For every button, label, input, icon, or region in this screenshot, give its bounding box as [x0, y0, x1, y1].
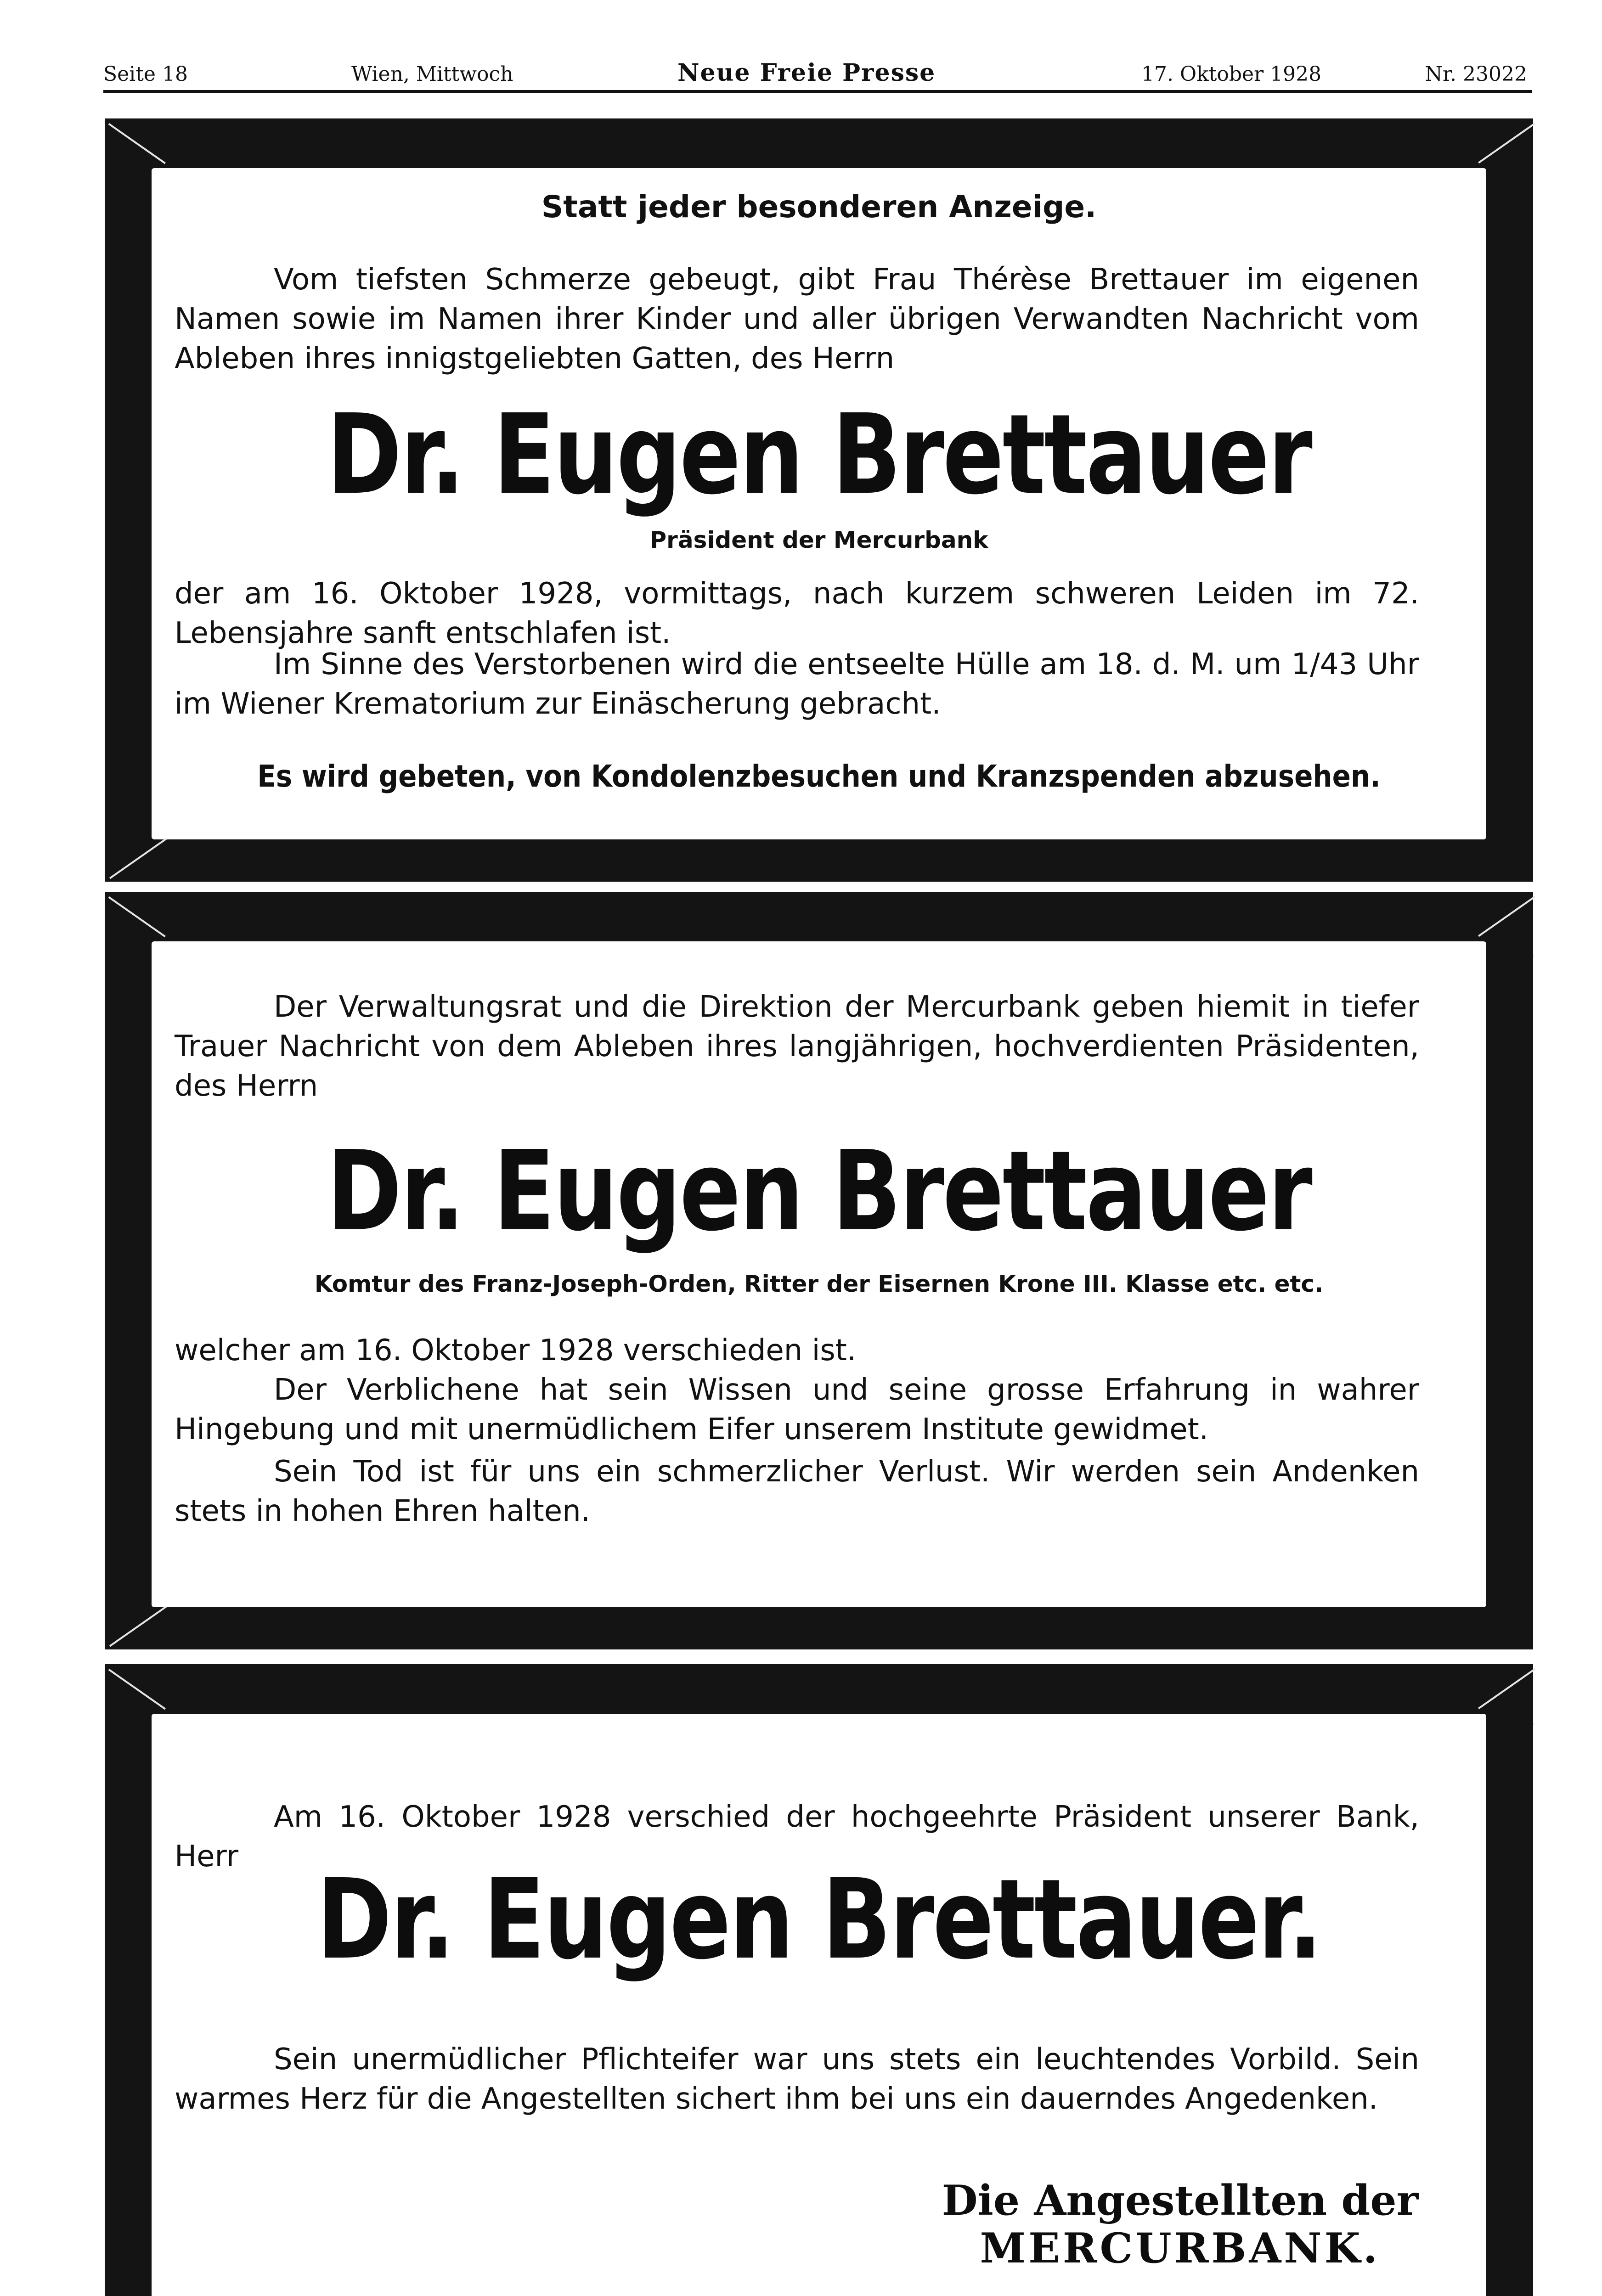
notice3-paragraph1: Am 16. Oktober 1928 verschied der hochgeehrte Präsident unserer Bank, Herr [175, 1800, 1419, 1874]
frame-corner-ornament [1478, 896, 1535, 937]
newspaper-title: Neue Freie Presse [677, 59, 936, 87]
frame-corner-ornament [109, 1606, 167, 1647]
notice2-paragraph3: Der Verblichene hat sein Wissen und seine grosse Erfahrung in wahrer Hingebung und mit unermüdlichem Eifer unserem Institute gewidmet. [175, 1373, 1419, 1446]
notice2-paragraph4: Sein Tod ist für uns ein schmerzlicher Verlust. Wir werden sein Andenken stets in hohen Ehren halten. [175, 1455, 1419, 1528]
notice2-deceased-name: Dr. Eugen Brettauer [327, 1127, 1311, 1255]
frame-corner-ornament [1478, 123, 1535, 163]
frame-corner-ornament [1478, 1668, 1535, 1709]
notice3-deceased-name: Dr. Eugen Brettauer. [316, 1855, 1321, 1984]
notice2-deceased-honours: Komtur des Franz-Joseph-Orden, Ritter der Eisernen Krone III. Klasse etc. etc. [314, 1271, 1324, 1297]
header-divider [103, 90, 1532, 93]
notice2-paragraph1: Der Verwaltungsrat und die Direktion der Mercurbank geben hiemit in tiefer Trauer Nachricht von dem Ableben ihres langjährigen, hochverdienten Präsidenten, des Herrn [175, 990, 1419, 1103]
page-number: Seite 18 [103, 62, 188, 86]
notice1-deceased-name: Dr. Eugen Brettauer [327, 390, 1311, 519]
signature-line1: Die Angestellten der [942, 2176, 1418, 2225]
frame-corner-ornament [109, 838, 167, 879]
header-date: 17. Oktober 1928 [1141, 62, 1322, 86]
frame-corner-ornament [108, 896, 166, 937]
header-place: Wien, Mittwoch [351, 62, 513, 86]
issue-number: Nr. 23022 [1425, 62, 1527, 86]
notice3-signature [942, 2177, 1418, 2272]
notice1-deceased-title: Präsident der Mercurbank [649, 527, 988, 553]
notice2-paragraph2: welcher am 16. Oktober 1928 verschieden ist. [175, 1334, 857, 1367]
signature-line2: MERCURBANK. [980, 2224, 1381, 2273]
frame-corner-ornament [108, 123, 166, 164]
notice3-paragraph2: Sein unermüdlicher Pflichteifer war uns stets ein leuchtendes Vorbild. Sein warmes Herz für die Angestellten sichert ihm bei uns ein dauerndes Angedenken. [175, 2043, 1419, 2116]
notice1-paragraph2: der am 16. Oktober 1928, vormittags, nach kurzem schweren Leiden im 72. Lebensjahre sanft entschlafen ist. [175, 577, 1419, 650]
page-header [103, 54, 1527, 91]
notice1-paragraph1: Vom tiefsten Schmerze gebeugt, gibt Frau Thérèse Brettauer im eigenen Namen sowie im Namen ihrer Kinder und aller übrigen Verwandten Nachricht vom Ableben ihres innigstgeliebten Gatten, des Herrn [175, 263, 1419, 376]
notice1-closing-request: Es wird gebeten, von Kondolenzbesuchen und Kranzspenden abzusehen. [257, 759, 1381, 794]
frame-corner-ornament [108, 1669, 166, 1710]
notice1-heading: Statt jeder besonderen Anzeige. [541, 189, 1097, 225]
notice1-paragraph3: Im Sinne des Verstorbenen wird die entseelte Hülle am 18. d. M. um 1/43 Uhr im Wiener Krematorium zur Einäscherung gebracht. [175, 647, 1419, 721]
